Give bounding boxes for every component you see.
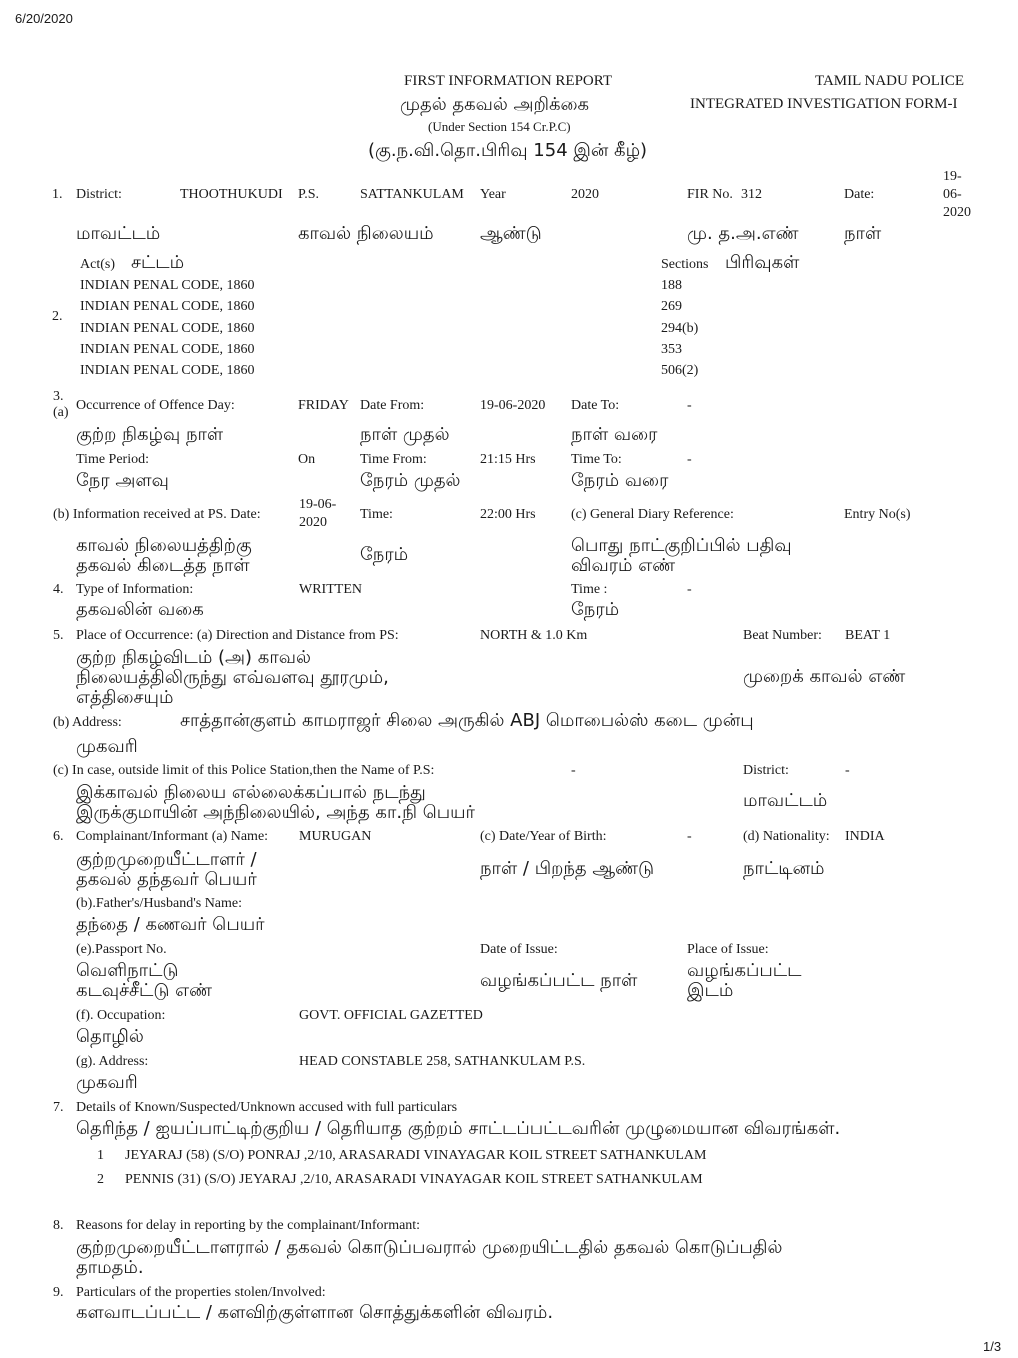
nationality-label: (d) Nationality: bbox=[743, 829, 830, 844]
sections-label: Sections bbox=[661, 257, 709, 272]
info-received-date-2: 2020 bbox=[299, 515, 327, 530]
section-number: 7. bbox=[53, 1100, 64, 1115]
date-to-value: - bbox=[687, 398, 692, 413]
gd-reference-tamil-1: பொது நாட்குறிப்பில் பதிவு bbox=[571, 535, 792, 556]
accused-entry: PENNIS (31) (S/O) JEYARAJ ,2/10, ARASARADI VINAYAGAR KOIL STREET SATHANKULAM bbox=[125, 1172, 703, 1187]
section-number: 4. bbox=[53, 582, 64, 597]
time-from-label: Time From: bbox=[360, 452, 427, 467]
dob-tamil: நாள் / பிறந்த ஆண்டு bbox=[480, 858, 655, 879]
info-time-tamil: நேரம் bbox=[360, 544, 409, 565]
section-reference-tamil: (கு.ந.வி.தொ.பிரிவு 154 இன் கீழ்) bbox=[368, 140, 648, 161]
address-tamil: முகவரி bbox=[76, 736, 138, 757]
accused-number: 1 bbox=[97, 1148, 104, 1163]
time-from-tamil: நேரம் முதல் bbox=[360, 470, 461, 491]
dob-value: - bbox=[687, 829, 692, 844]
act-row-1: INDIAN PENAL CODE, 1860 bbox=[80, 278, 255, 293]
gd-reference-label: (c) General Diary Reference: bbox=[571, 507, 734, 522]
section-number: 9. bbox=[53, 1285, 64, 1300]
complainant-name-tamil-2: தகவல் தந்தவர் பெயர் bbox=[76, 869, 257, 890]
complainant-name-label: Complainant/Informant (a) Name: bbox=[76, 829, 269, 844]
complainant-name-tamil-1: குற்றமுறையீட்டாளர் / bbox=[76, 849, 257, 870]
time-to-label: Time To: bbox=[571, 452, 622, 467]
complainant-address-value: HEAD CONSTABLE 258, SATHANKULAM P.S. bbox=[299, 1054, 586, 1069]
place-tamil-2: நிலையத்திலிருந்து எவ்வளவு தூரமும், bbox=[76, 667, 389, 688]
time-from-value: 21:15 Hrs bbox=[480, 452, 536, 467]
act-row-4: INDIAN PENAL CODE, 1860 bbox=[80, 342, 255, 357]
date-of-issue-tamil: வழங்கப்பட்ட நாள் bbox=[480, 970, 638, 991]
fir-label-tamil: மு. த.அ.எண் bbox=[687, 223, 799, 244]
ps-value: SATTANKULAM bbox=[360, 187, 464, 202]
info-type-time-tamil: நேரம் bbox=[571, 599, 620, 620]
time-period-value: On bbox=[298, 452, 316, 467]
delay-reason-label: Reasons for delay in reporting by the complainant/Informant: bbox=[76, 1218, 421, 1233]
place-tamil-3: எத்திசையும் bbox=[76, 687, 174, 708]
outside-limit-tamil-2: இருக்குமாயின் அந்நிலையில், அந்த கா.நி பெயர் bbox=[76, 802, 475, 823]
date-from-label: Date From: bbox=[360, 398, 425, 413]
complainant-name-value: MURUGAN bbox=[299, 829, 372, 844]
section-number: 8. bbox=[53, 1218, 64, 1233]
passport-tamil-2: கடவுச்சீட்டு எண் bbox=[76, 980, 213, 1001]
district-label-tamil: மாவட்டம் bbox=[76, 223, 161, 244]
act-row-3: INDIAN PENAL CODE, 1860 bbox=[80, 321, 255, 336]
year-value: 2020 bbox=[571, 187, 599, 202]
outside-limit-value: - bbox=[571, 763, 576, 778]
date-label: Date: bbox=[844, 187, 875, 202]
delay-reason-tamil-2: தாமதம். bbox=[76, 1257, 144, 1278]
ps-label-tamil: காவல் நிலையம் bbox=[298, 223, 434, 244]
date-of-issue-label: Date of Issue: bbox=[480, 942, 558, 957]
acts-label: Act(s) bbox=[80, 257, 115, 272]
sections-label-tamil: பிரிவுகள் bbox=[725, 252, 800, 273]
date-to-label: Date To: bbox=[571, 398, 620, 413]
date-from-value: 19-06-2020 bbox=[480, 398, 546, 413]
section-row-5: 506(2) bbox=[661, 363, 699, 378]
dob-label: (c) Date/Year of Birth: bbox=[480, 829, 607, 844]
place-tamil-1: குற்ற நிகழ்விடம் (அ) காவல் bbox=[76, 647, 311, 668]
section-reference: (Under Section 154 Cr.P.C) bbox=[428, 119, 571, 134]
delay-reason-tamil-1: குற்றமுறையீட்டாளரால் / தகவல் கொடுப்பவரால் முறையிட்டதில் தகவல் கொடுப்பதில் bbox=[76, 1237, 783, 1258]
address-value: சாத்தான்குளம் காமராஜர் சிலை அருகில் ABJ மொபைல்ஸ் கடை முன்பு bbox=[180, 710, 754, 731]
report-title: FIRST INFORMATION REPORT bbox=[404, 73, 613, 89]
section-number: 3. bbox=[53, 389, 64, 404]
gd-reference-tamil-2: விவரம் எண் bbox=[571, 555, 676, 576]
direction-distance-value: NORTH & 1.0 Km bbox=[480, 628, 588, 643]
act-row-5: INDIAN PENAL CODE, 1860 bbox=[80, 363, 255, 378]
info-type-label: Type of Information: bbox=[76, 582, 194, 597]
complainant-address-label: (g). Address: bbox=[76, 1054, 149, 1069]
outside-district-value: - bbox=[845, 763, 850, 778]
outside-district-label: District: bbox=[743, 763, 789, 778]
beat-number-value: BEAT 1 bbox=[845, 628, 891, 643]
offence-day-value: FRIDAY bbox=[298, 398, 349, 413]
section-row-3: 294(b) bbox=[661, 321, 699, 336]
fir-number: 312 bbox=[741, 187, 762, 202]
section-number: 2. bbox=[52, 309, 63, 324]
info-time-value: 22:00 Hrs bbox=[480, 507, 536, 522]
report-title-tamil: முதல் தகவல் அறிக்கை bbox=[400, 94, 590, 115]
section-row-4: 353 bbox=[661, 342, 682, 357]
district-value: THOOTHUKUDI bbox=[180, 187, 283, 202]
accused-details-label: Details of Known/Suspected/Unknown accused with full particulars bbox=[76, 1100, 458, 1115]
occupation-tamil: தொழில் bbox=[76, 1026, 144, 1047]
info-received-tamil-1: காவல் நிலையத்திற்கு bbox=[76, 535, 252, 556]
time-to-value: - bbox=[687, 452, 692, 467]
year-label: Year bbox=[480, 187, 506, 202]
entry-no-label: Entry No(s) bbox=[844, 507, 911, 522]
occupation-value: GOVT. OFFICIAL GAZETTED bbox=[299, 1008, 483, 1023]
time-period-label: Time Period: bbox=[76, 452, 149, 467]
nationality-value: INDIA bbox=[845, 829, 885, 844]
date-line-3: 2020 bbox=[943, 205, 971, 220]
district-label: District: bbox=[76, 187, 122, 202]
accused-details-tamil: தெரிந்த / ஐயப்பாட்டிற்குறிய / தெரியாத குற்றம் சாட்டப்பட்டவரின் முழுமையான விவரங்கள். bbox=[76, 1118, 841, 1139]
fir-label: FIR No. bbox=[687, 187, 733, 202]
complainant-address-tamil: முகவரி bbox=[76, 1072, 138, 1093]
date-label-tamil: நாள் bbox=[844, 223, 882, 244]
section-row-2: 269 bbox=[661, 299, 682, 314]
outside-limit-label: (c) In case, outside limit of this Police Station,then the Name of P.S: bbox=[53, 763, 435, 778]
organization-name: TAMIL NADU POLICE bbox=[815, 73, 965, 89]
father-name-label: (b).Father's/Husband's Name: bbox=[76, 896, 243, 911]
date-to-tamil: நாள் வரை bbox=[571, 424, 658, 445]
date-line-1: 19- bbox=[943, 169, 962, 184]
outside-district-tamil: மாவட்டம் bbox=[743, 790, 828, 811]
print-date: 6/20/2020 bbox=[15, 11, 73, 26]
time-period-tamil: நேர அளவு bbox=[76, 470, 169, 491]
place-of-issue-label: Place of Issue: bbox=[687, 942, 769, 957]
section-number: 1. bbox=[52, 187, 63, 202]
nationality-tamil: நாட்டினம் bbox=[743, 858, 825, 879]
info-type-tamil: தகவலின் வகை bbox=[76, 599, 204, 620]
passport-tamil-1: வெளிநாட்டு bbox=[76, 960, 179, 981]
info-type-value: WRITTEN bbox=[299, 582, 362, 597]
accused-entry: JEYARAJ (58) (S/O) PONRAJ ,2/10, ARASARADI VINAYAGAR KOIL STREET SATHANKULAM bbox=[125, 1148, 707, 1163]
beat-number-label: Beat Number: bbox=[743, 628, 822, 643]
offence-day-label: Occurrence of Offence Day: bbox=[76, 398, 235, 413]
occupation-label: (f). Occupation: bbox=[76, 1008, 166, 1023]
place-of-issue-tamil-2: இடம் bbox=[687, 980, 734, 1001]
place-of-occurrence-label: Place of Occurrence: (a) Direction and Distance from PS: bbox=[76, 628, 399, 643]
passport-label: (e).Passport No. bbox=[76, 942, 167, 957]
acts-label-tamil: சட்டம் bbox=[131, 252, 185, 273]
outside-limit-tamil-1: இக்காவல் நிலைய எல்லைக்கப்பால் நடந்து bbox=[76, 782, 426, 803]
info-time-label: Time: bbox=[360, 507, 393, 522]
page-number: 1/3 bbox=[983, 1339, 1002, 1354]
date-line-2: 06- bbox=[943, 187, 962, 202]
section-row-1: 188 bbox=[661, 278, 682, 293]
act-row-2: INDIAN PENAL CODE, 1860 bbox=[80, 299, 255, 314]
form-name: INTEGRATED INVESTIGATION FORM-I bbox=[690, 96, 958, 112]
time-to-tamil: நேரம் வரை bbox=[571, 470, 669, 491]
info-type-time-label: Time : bbox=[571, 582, 608, 597]
date-from-tamil: நாள் முதல் bbox=[360, 424, 450, 445]
info-received-date-1: 19-06- bbox=[299, 497, 337, 512]
info-type-time-value: - bbox=[687, 582, 692, 597]
sub-a-label: (a) bbox=[53, 405, 69, 420]
properties-tamil: களவாடப்பட்ட / களவிற்குள்ளான சொத்துக்களின் விவரம். bbox=[76, 1302, 554, 1323]
section-number: 6. bbox=[53, 829, 64, 844]
info-received-tamil-2: தகவல் கிடைத்த நாள் bbox=[76, 555, 250, 576]
place-of-issue-tamil-1: வழங்கப்பட்ட bbox=[687, 960, 802, 981]
beat-number-tamil: முறைக் காவல் எண் bbox=[743, 666, 906, 687]
ps-label: P.S. bbox=[298, 187, 320, 202]
offence-day-tamil: குற்ற நிகழ்வு நாள் bbox=[76, 424, 224, 445]
accused-number: 2 bbox=[97, 1172, 104, 1187]
properties-label: Particulars of the properties stolen/Involved: bbox=[76, 1285, 326, 1300]
section-number: 5. bbox=[53, 628, 64, 643]
address-label: (b) Address: bbox=[53, 715, 122, 730]
father-name-tamil: தந்தை / கணவர் பெயர் bbox=[76, 914, 265, 935]
info-received-label: (b) Information received at PS. Date: bbox=[53, 507, 261, 522]
year-label-tamil: ஆண்டு bbox=[480, 223, 542, 244]
